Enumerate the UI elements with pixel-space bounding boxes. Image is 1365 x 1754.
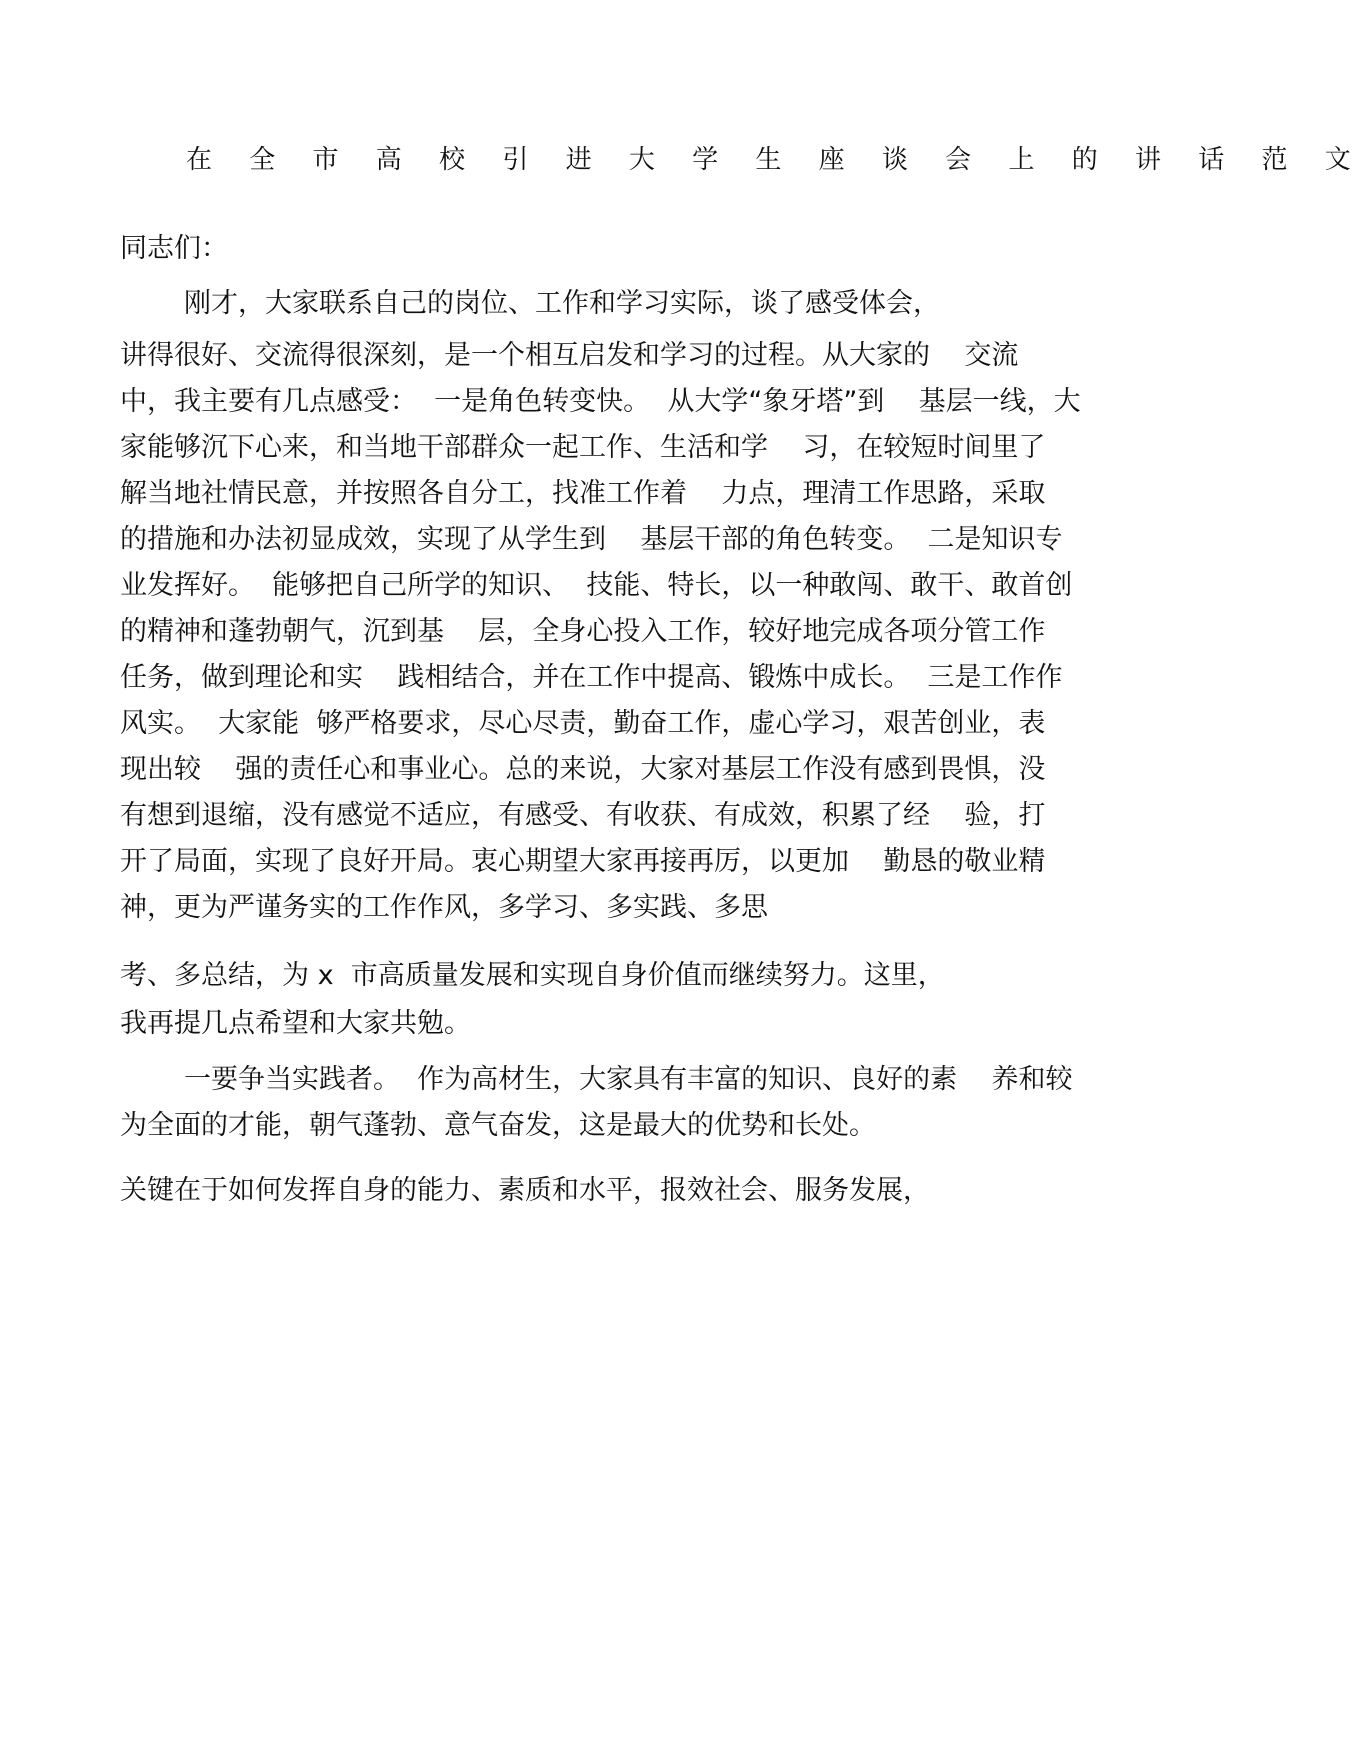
text-line: 一要争当实践者。 作为高材生，大家具有丰富的知识、良好的素 养和较 xyxy=(184,1064,1073,1095)
text-line: 关键在于如何发挥自身的能力、素质和水平，报效社会、服务发展， xyxy=(120,1175,930,1206)
text-line: 神，更为严谨务实的工作作风，多学习、多实践、多思 xyxy=(120,892,768,923)
text-line: 刚才，大家联系自己的岗位、工作和学习实际，谈了感受体会， xyxy=(184,288,940,319)
text-line: 业发挥好。 能够把自己所学的知识、 技能、特长，以一种敢闯、敢干、敢首创 xyxy=(120,570,1073,601)
document-title: 在 全 市 高 校 引 进 大 学 生 座 谈 会 上 的 讲 话 范 文 xyxy=(186,145,1365,175)
salutation: 同志们： xyxy=(120,233,228,264)
text-line: 中，我主要有几点感受： 一是角色转变快。 从大学“象牙塔”到 基层一线，大 xyxy=(120,386,1081,417)
text-line: 任务，做到理论和实 践相结合，并在工作中提高、锻炼中成长。 三是工作作 xyxy=(120,662,1063,693)
text-line: 解当地社情民意，并按照各自分工，找准工作着 力点，理清工作思路，采取 xyxy=(120,478,1046,509)
text-line: 家能够沉下心来，和当地干部群众一起工作、生活和学 习，在较短时间里了 xyxy=(120,432,1046,463)
text-line: 讲得很好、交流得很深刻，是一个相互启发和学习的过程。从大家的 交流 xyxy=(120,340,1019,371)
text-line: 的精神和蓬勃朝气，沉到基 层，全身心投入工作，较好地完成各项分管工作 xyxy=(120,616,1046,647)
text-line: 的措施和办法初显成效，实现了从学生到 基层干部的角色转变。 二是知识专 xyxy=(120,524,1063,555)
text-line: 考、多总结，为 x 市高质量发展和实现自身价值而继续努力。这里， xyxy=(120,960,945,991)
text-line: 风实。 大家能 够严格要求，尽心尽责，勤奋工作，虚心学习，艰苦创业，表 xyxy=(120,708,1046,739)
text-line: 开了局面，实现了良好开局。衷心期望大家再接再厉，以更加 勤恳的敬业精 xyxy=(120,846,1046,877)
text-line: 有想到退缩，没有感觉不适应，有感受、有收获、有成效，积累了经 验，打 xyxy=(120,800,1046,831)
text-line: 我再提几点希望和大家共勉。 xyxy=(120,1008,471,1039)
text-line: 现出较 强的责任心和事业心。总的来说，大家对基层工作没有感到畏惧，没 xyxy=(120,754,1046,785)
text-line: 为全面的才能，朝气蓬勃、意气奋发，这是最大的优势和长处。 xyxy=(120,1110,876,1141)
